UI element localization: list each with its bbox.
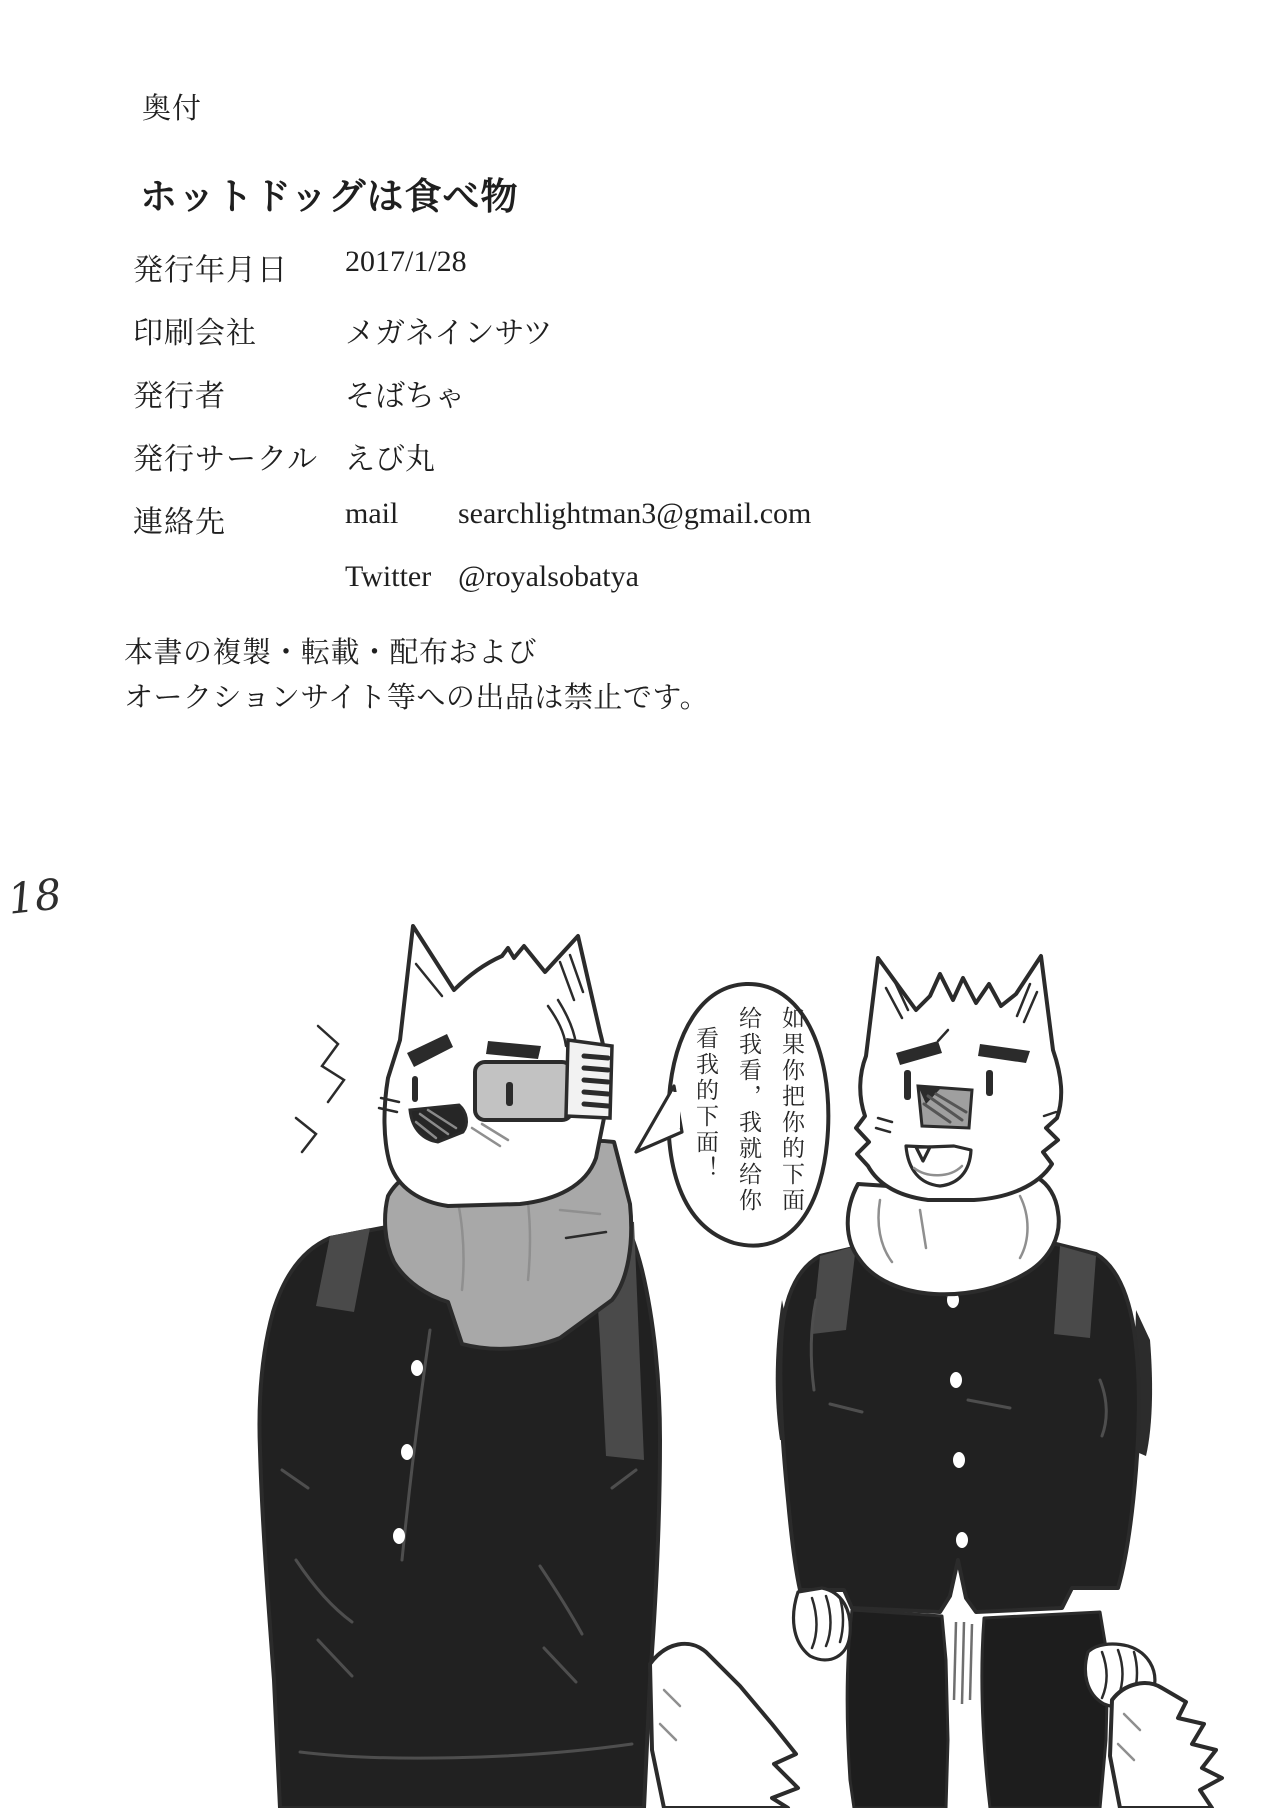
contact-twitter-label: Twitter [345, 560, 432, 593]
row-label-printer: 印刷会社 [133, 317, 257, 350]
page-number: 18 [5, 869, 64, 924]
row-label-publish-date: 発行年月日 [133, 254, 288, 287]
wolf-button-4 [956, 1532, 968, 1548]
wolf-leg-right [982, 1612, 1108, 1808]
row-label-contact: 連絡先 [133, 506, 226, 539]
character-wolf [776, 956, 1222, 1808]
dog-eye-left [412, 1076, 418, 1102]
row-label-publisher: 発行者 [133, 380, 226, 413]
section-label: 奥付 [142, 93, 203, 125]
wolf-strap-right [1054, 1246, 1096, 1338]
wolf-tail [1110, 1683, 1222, 1808]
row-value-publish-date: 2017/1/28 [345, 245, 467, 278]
row-value-printer: メガネインサツ [345, 317, 553, 350]
wolf-eye-left [904, 1070, 911, 1100]
wolf-leg-left [847, 1610, 948, 1808]
visor-goggles [475, 1062, 572, 1120]
speech-bubble-text [684, 1006, 812, 1230]
copyright-notice-line2: オークションサイト等への出品は禁止です。 [124, 682, 710, 714]
dog-eye-right [506, 1082, 513, 1106]
dog-button-3 [393, 1528, 405, 1544]
wolf-button-3 [953, 1452, 965, 1468]
wolf-crotch-hatching [954, 1622, 972, 1704]
contact-mail-label: mail [345, 497, 399, 530]
speech-line-3: 看我的下面！ [692, 1026, 718, 1182]
row-value-circle: えび丸 [345, 443, 435, 476]
speech-line-1: 如果你把你的下面 [778, 1006, 804, 1214]
wolf-fist-left [794, 1588, 851, 1660]
contact-twitter-value: @royalsobatya [458, 560, 639, 593]
wolf-eye-right [986, 1070, 993, 1096]
fur-accent-marks [318, 1026, 344, 1102]
dog-button-1 [411, 1360, 423, 1376]
book-title: ホットドッグは食べ物 [140, 177, 519, 218]
copyright-notice-line1: 本書の複製・転載・配布および [124, 637, 538, 669]
row-label-circle: 発行サークル [133, 443, 319, 476]
dog-tail [650, 1644, 798, 1808]
row-value-publisher: そばちゃ [345, 380, 465, 413]
speech-line-2: 给我看，我就给你 [735, 1006, 761, 1214]
wolf-button-2 [950, 1372, 962, 1388]
dog-button-2 [401, 1444, 413, 1460]
fur-accent-marks-2 [296, 1118, 316, 1152]
contact-mail-value: searchlightman3@gmail.com [458, 497, 812, 530]
